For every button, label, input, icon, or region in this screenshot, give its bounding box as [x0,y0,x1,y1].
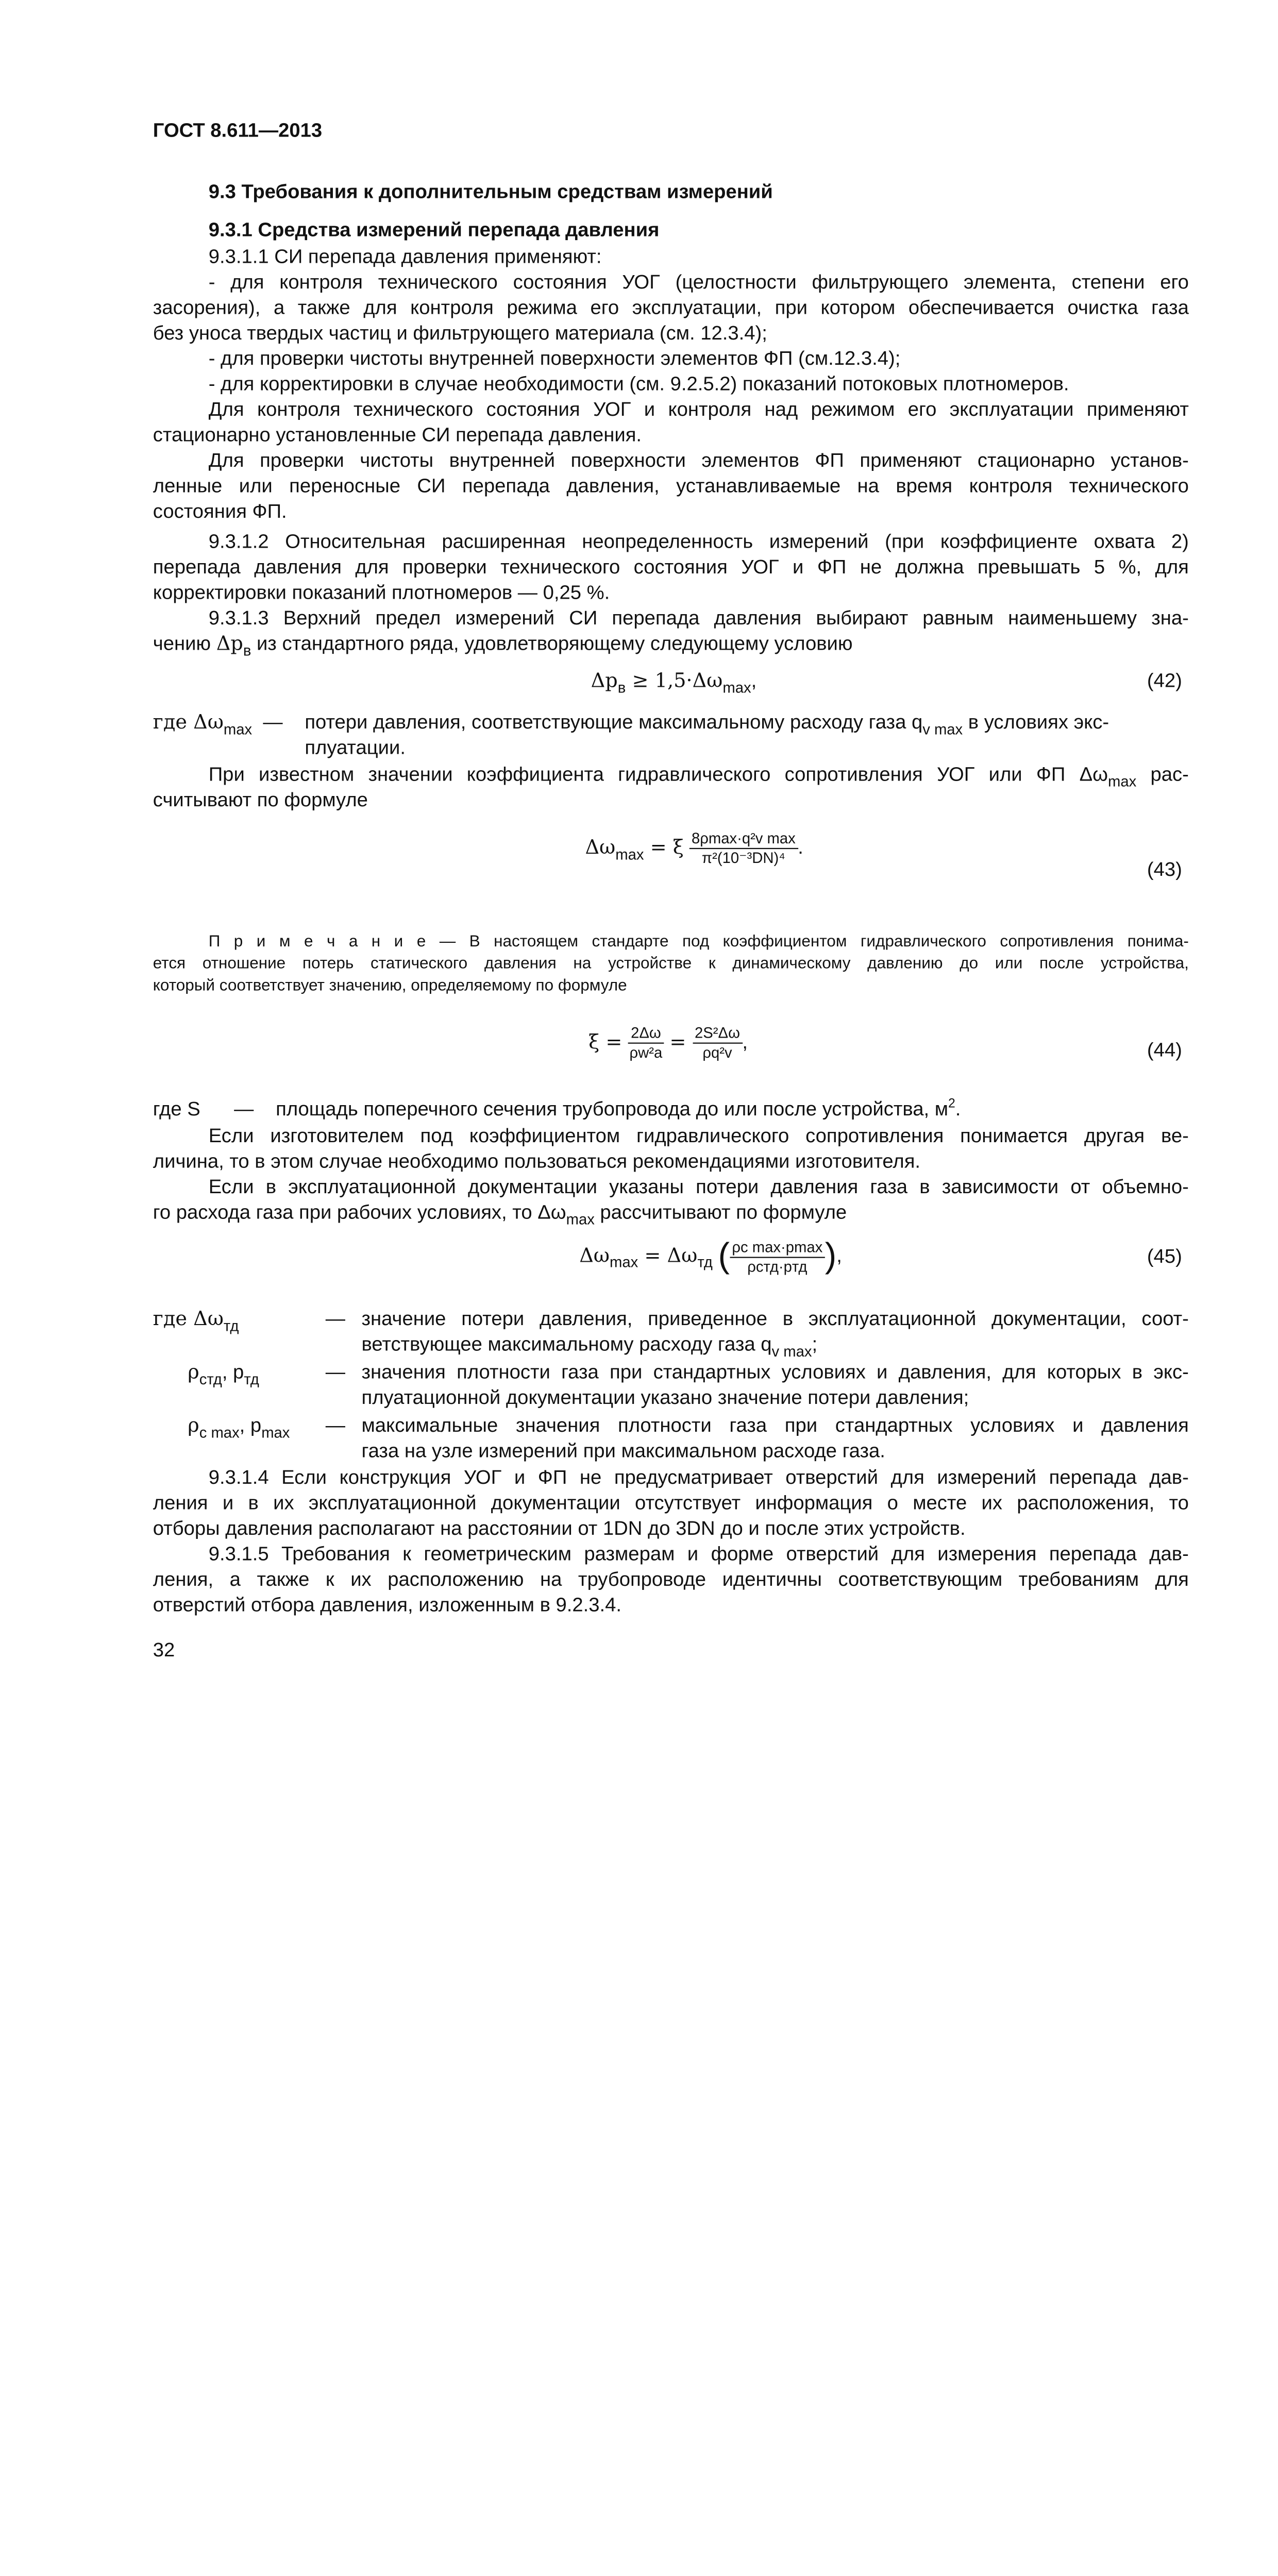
where-definition: значение потери давления, приведенное в эксплуатационной документации, соот- [361,1308,1189,1330]
paragraph-line: го расхода газа при рабочих условиях, то $\Delta\omega_{max}$ рассчитывают по формуле [153,1201,847,1228]
formula-42: $\Delta p_в \ge 1,5\cdot\Delta\omega_{max}$, [591,669,757,697]
paragraph-line: без уноса твердых частиц и фильтрующего материала (см. 12.3.4); [153,322,767,344]
where-definition: потери давления, соответствующие максимальному расходу газа $q_{v max}$ в условиях экс- [305,711,1109,738]
section-heading: 9.3 Требования к дополнительным средствам измерений [208,180,773,203]
note-line: П р и м е ч а н и е — В настоящем стандарте под коэффициентом гидравлического сопротивления понима- [208,931,1189,950]
formula-number: (43) [1147,858,1182,880]
paragraph-line: 9.3.1.4 Если конструкция УОГ и ФП не предусматривает отверстий для измерений перепада дав- [208,1466,1189,1489]
paragraph-line: Если изготовителем под коэффициентом гидравлического сопротивления понимается другая ве- [208,1125,1189,1147]
paragraph-line: - для проверки чистоты внутренней поверхности элементов ФП (см.12.3.4); [208,347,901,370]
paragraph-line: - для корректировки в случае необходимости (см. 9.2.5.2) показаний потоковых плотномеров. [208,372,1069,395]
paragraph-line: корректировки показаний плотномеров — 0,25 %. [153,581,610,604]
where-dash: — [325,1414,346,1437]
paragraph-line: отверстий отбора давления, изложенным в 9.2.3.4. [153,1594,622,1616]
subsection-heading: 9.3.1 Средства измерений перепада давления [208,218,660,241]
where-definition: газа на узле измерений при максимальном расходе газа. [361,1439,885,1462]
where-dash: — [325,1308,346,1330]
paragraph-line: личина, то в этом случае необходимо пользоваться рекомендациями изготовителя. [153,1150,921,1173]
formula-45: $\Delta\omega_{max} = \Delta\omega_{тд}$ ( ρc max·pmax ρстд·pтд ), [579,1237,842,1276]
document-header: ГОСТ 8.611—2013 [153,119,323,142]
where-dash: — [234,1098,254,1121]
paragraph-line: Для проверки чистоты внутренней поверхности элементов ФП применяют стационарно установ- [208,449,1189,472]
paragraph-line: При известном значении коэффициента гидравлического сопротивления УОГ или ФП $\Delta\omega_{max}$ рас- [208,763,1189,790]
where-term: $\rho_{c max}$, $p_{max}$ [188,1414,290,1442]
paragraph-line: засорения), а также для контроля режима его эксплуатации, при котором обеспечивается очистка газа [153,296,1189,319]
note-line: ется отношение потерь статического давления на устройстве к динамическому давлению до или после устройства, [153,953,1189,972]
where-dash: — [263,711,283,734]
where-definition: максимальные значения плотности газа при стандартных условиях и давления [361,1414,1189,1437]
paragraph-line: состояния ФП. [153,500,287,523]
where-dash: — [325,1361,346,1383]
page-number: 32 [153,1639,175,1662]
paragraph-line: отборы давления располагают на расстоянии от 1DN до 3DN до и после этих устройств. [153,1517,966,1540]
where-term: $\rho_{стд}$, $p_{тд}$ [188,1361,259,1388]
formula-number: (44) [1147,1039,1182,1061]
paragraph-line: ления, а также к их расположению на трубопроводе идентичны соответствующим требованиям для [153,1568,1189,1591]
where-definition: значения плотности газа при стандартных условиях и давления, для которых в экс- [361,1361,1189,1383]
where-definition: плуатационной документации указано значение потери давления; [361,1386,969,1409]
where-term: где $\Delta\omega_{max}$ [153,711,253,738]
note-line: который соответствует значению, определяемому по формуле [153,975,627,994]
formula-44: ξ = $\frac{2\Delta\omega}{\text{ρw²a}}$ = $\frac{\text{2S²Δω}}{\text{ρq²v}}$ , [588,1024,748,1061]
paragraph-line: 9.3.1.5 Требования к геометрическим размерам и форме отверстий для измерения перепада дав- [208,1543,1189,1565]
where-definition: площадь поперечного сечения трубопровода до или после устройства, $м^2$. [276,1097,961,1121]
where-definition: ветствующее максимальному расходу газа $q_{v max}$; [361,1333,818,1360]
paragraph-line: Если в эксплуатационной документации указаны потери давления газа в зависимости от объемно- [208,1176,1189,1198]
paragraph-line: 9.3.1.1 СИ перепада давления применяют: [208,245,602,268]
paragraph-line: 9.3.1.3 Верхний предел измерений СИ перепада давления выбирают равным наименьшему зна- [208,607,1189,629]
paragraph-line: 9.3.1.2 Относительная расширенная неопределенность измерений (при коэффициенте охвата 2) [208,530,1189,553]
formula-number: (42) [1147,669,1182,692]
paragraph-line: перепада давления для проверки технического состояния УОГ и ФП не должна превышать 5 %, для [153,556,1189,578]
paragraph-line: считывают по формуле [153,789,368,811]
paragraph-line: стационарно установленные СИ перепада давления. [153,423,642,446]
paragraph-line: Для контроля технического состояния УОГ и контроля над режимом его эксплуатации применяют [208,398,1189,421]
formula-number: (45) [1147,1245,1182,1267]
where-term: где S [153,1098,200,1121]
where-definition: плуатации. [305,736,406,759]
formula-43: $\Delta\omega_{max} = \xi$ 8ρmax·q²v max π²(10⁻³DN)⁴ . [585,829,803,867]
paragraph-line: чению $\Delta p_в$ из стандартного ряда, удовлетворяющему следующему условию [153,632,853,659]
where-term: где $\Delta\omega_{тд}$ [153,1308,239,1335]
paragraph-line: ленные или переносные СИ перепада давления, устанавливаемые на время контроля технического [153,474,1189,497]
paragraph-line: - для контроля технического состояния УОГ (целостности фильтрующего элемента, степени его [208,271,1189,293]
paragraph-line: ления и в их эксплуатационной документации отсутствует информация о месте их расположения, то [153,1492,1189,1514]
